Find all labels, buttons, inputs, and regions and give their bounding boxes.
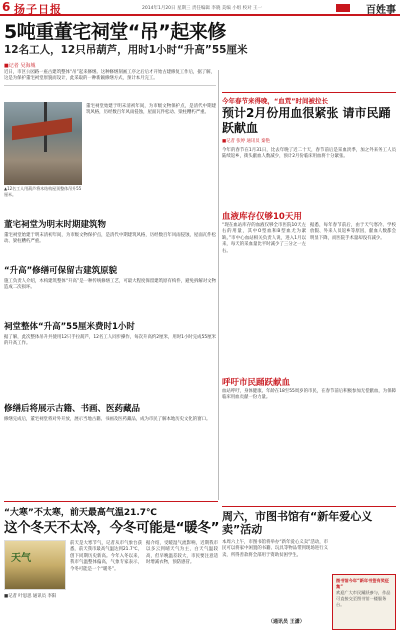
bottom-text-1: 前天是大寒节气，记者从市气象台获悉，前天我市最高气温达到21.7℃，创下同期历史新高。今年入冬以来，我市气温整体偏高，气象专家表示，今冬可能是一个“暖冬”。 — [70, 541, 142, 572]
right-headline: 预计2月份用血很紧张 请市民踊跃献血 — [222, 106, 391, 135]
signature: （通讯员 王潇） — [268, 619, 305, 625]
photo-caption: ▲12名工人用葫芦将木结构屋顶整体吊升55厘米。 — [4, 186, 82, 197]
ad-title: 图书馆今年“新年书签有奖征集” — [336, 578, 390, 589]
sub2-text: 施工负责人介绍，木构建筑整体“升高”是一种传统修缮工艺，可最大程度保留建筑原有构件，避免拆解对文物造成二次损坏。 — [4, 279, 216, 291]
section-marker-icon — [336, 4, 350, 12]
main-lead: 近日，市区公园路一座古建筑整体“吊”起来修缮。这种修缮刻画工序之后后才开始古建修复工作后，据了解，这是为保护董宅祠堂原貌而设计，此采取的一种新颖修缮方式，预计本月完工。 — [4, 70, 216, 86]
main-byline: ■记者 吴海城 — [4, 63, 36, 69]
library-text: 本周六上午，市图书馆将举办“新年爱心义卖”活动，市民可以将家中闲置的书籍、玩具等物品带到现场进行义卖，所得善款将全部用于资助贫困学生。 — [222, 540, 328, 558]
bottom-right-rule — [222, 506, 396, 507]
column-divider — [218, 70, 219, 500]
main-photo — [4, 102, 82, 185]
bottom-headline: 这个冬天不太冷，今冬可能是“暖冬” — [4, 520, 220, 536]
section-title: 百姓事 — [366, 5, 396, 16]
right-sub2-title: 呼吁市民踊跃献血 — [222, 378, 291, 388]
sub3-text: 据了解，此次整体吊升共使用12只手拉葫芦，12名工人同步操作，每次升高约2厘米，用时1小时完成55厘米的升高工作。 — [4, 335, 216, 347]
sub3-title: 祠堂整体“升高”55厘米费时1小时 — [4, 322, 135, 332]
weather-label: 天气 — [11, 553, 31, 564]
bottom-kicker: “大寒”不太寒，前天最高气温21.7℃ — [4, 508, 157, 518]
sub1-title: 董宅祠堂为明末时期建筑物 — [4, 220, 107, 230]
sub4-text: 修缮完成后，董宅祠堂将对外开放，展示当地古籍、书画及医药藏品，成为市民了解本地历史文化的窗口。 — [4, 417, 211, 422]
roof-beam-shape — [12, 118, 72, 140]
right-text-3: 据悉，每年春节前后，由于天气寒冷、学校放假、外来人员返乡等原因，献血人数都会明显下降，而医院手术量却没有减少。 — [310, 223, 396, 241]
bottom-byline: ■记者 叶思思 通讯员 李阳 — [4, 594, 57, 599]
main-subheadline: 12名工人，12只吊葫芦，用时1小时“升高”55厘米 — [4, 44, 248, 56]
right-kicker: 今年春节来得晚，“血荒”时间被拉长 — [222, 97, 329, 105]
ad-text: 欢迎广大市民踊跃参与，作品可直接交至图书馆一楼服务台。 — [336, 590, 391, 607]
paper-name: 扬子日报 — [14, 3, 62, 16]
right-text-1: 今年的春节在1月31日，比去年晚了近二十天，春节前后是采血淡季，加之外来务工人员陆续返乡，街头献血人数减少，预计2月份临床用血将十分紧张。 — [222, 148, 396, 160]
library-headline: 周六，市图书馆有“新年爱心义卖”活动 — [222, 510, 373, 536]
main-headline: 5吨重董宅祠堂“吊”起来修 — [4, 21, 226, 43]
right-top-rule — [222, 92, 396, 93]
page-number: 6 — [2, 0, 11, 14]
bottom-text-2: 据介绍，受暖湿气流影响，近期我市以多云到晴天气为主，白天气温较高，但早晚温差较大，市民要注意适时增减衣物，预防感冒。 — [146, 541, 218, 566]
right-sub1-title: 血液库存仅够10天用 — [222, 212, 302, 222]
right-text-4: 血站呼吁，身体健康、年龄在18至55周岁的市民，在春节前后积极参加无偿献血，为保障临床用血贡献一份力量。 — [222, 389, 396, 401]
weather-photo — [4, 540, 66, 590]
right-byline: ■记者 张婷 通讯员 秦艳 — [222, 139, 270, 144]
main-body-intro: 董宅祠堂始建于明末清初年间，为市级文物保护点，是清代中期建筑风格，历经数百年风雨侵蚀，屋面瓦件松动、梁柱糟朽严重。 — [86, 104, 216, 116]
bottom-left-rule — [4, 501, 218, 502]
right-text-2: “现在血站库存的血液仅够全市医院10天左右的用量，其中O型血和B型血尤为紧缺。”市中心血站相关负责人说，进入1月以来，每天的采血量比平时减少了三分之一左右。 — [222, 223, 306, 254]
issue-line: 2014年1月20日 星期三 责任编辑 李晓 美编 小组 校对 王一 — [142, 6, 263, 11]
sub2-title: “升高”修缮可保留古建筑原貌 — [4, 266, 118, 276]
sub1-text: 董宅祠堂始建于明末清初年间，为市级文物保护点，是清代中期建筑风格，历经数百年风雨侵蚀，屋面瓦件松动、梁柱糟朽严重。 — [4, 233, 216, 245]
ad-box — [332, 574, 396, 630]
sub4-title: 修缮后将展示古籍、书画、医药藏品 — [4, 404, 141, 414]
